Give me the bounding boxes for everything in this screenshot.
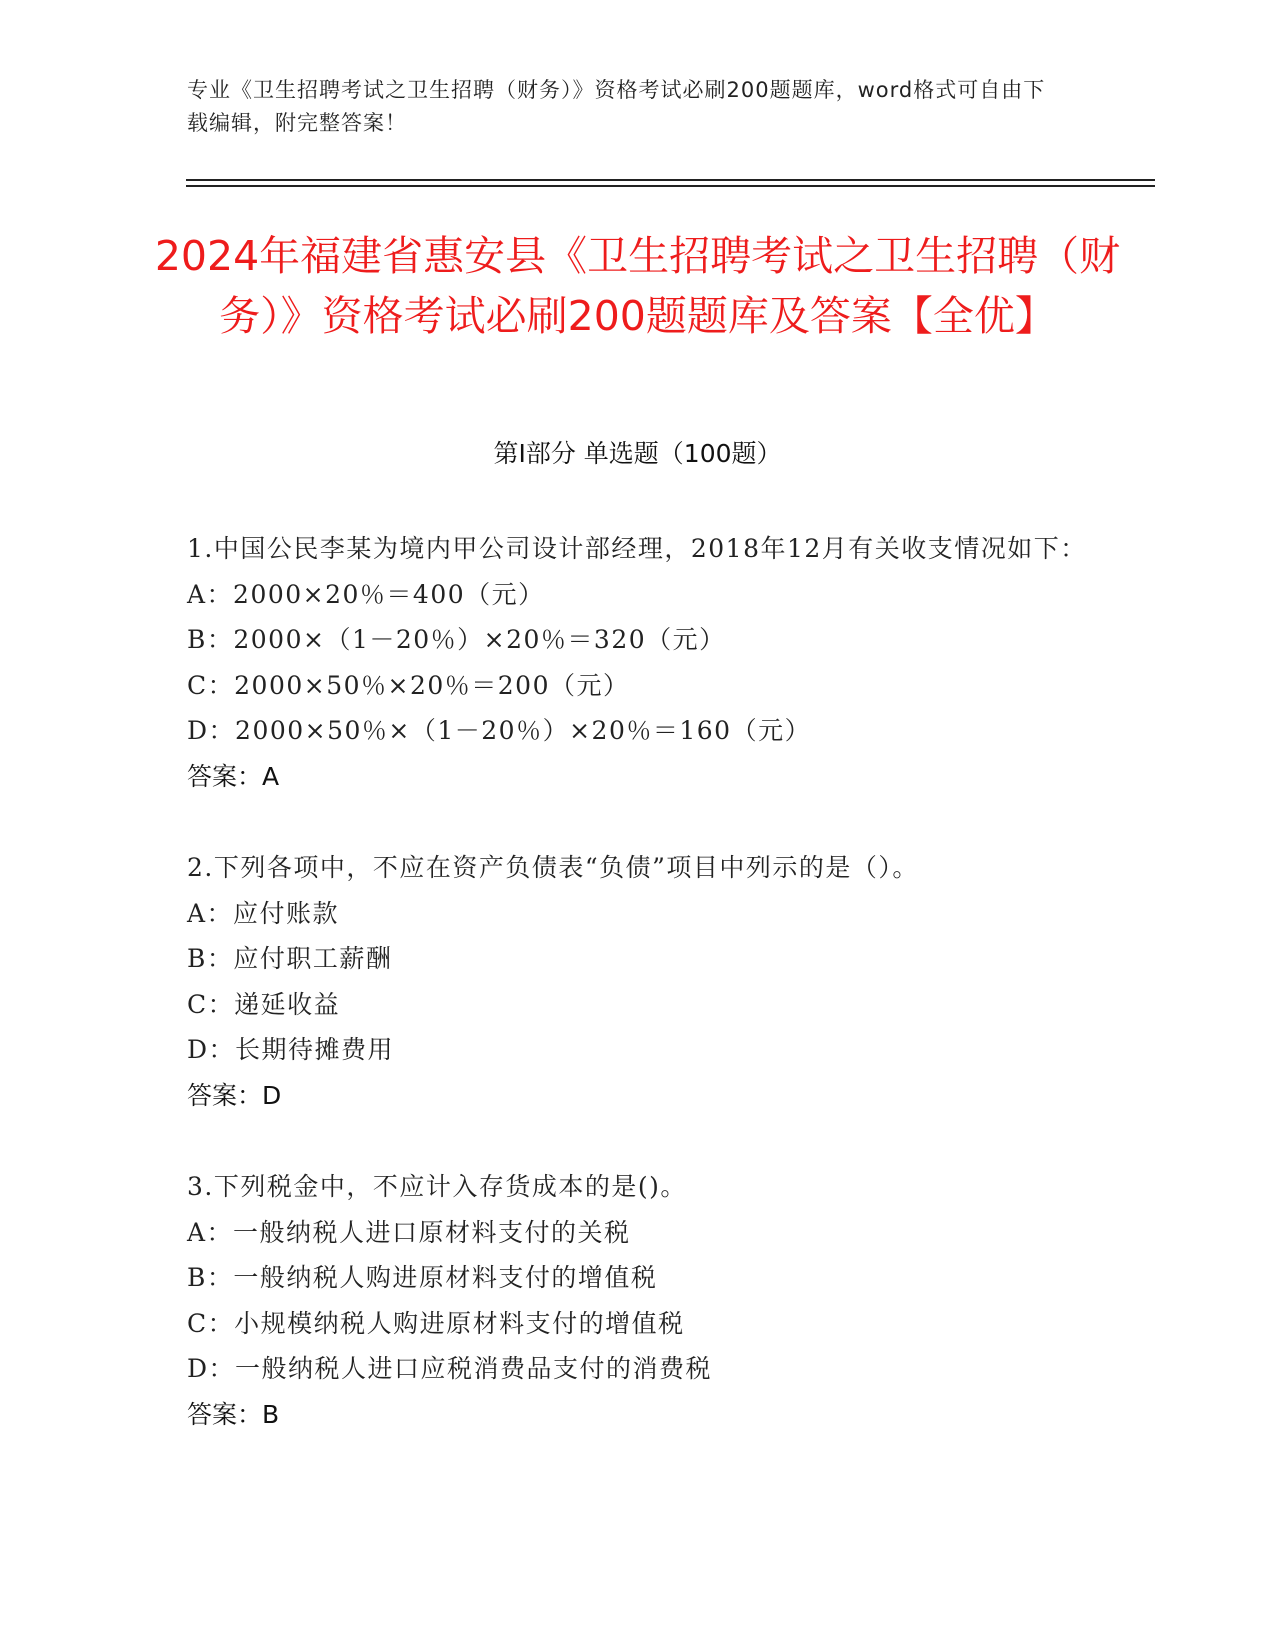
question-text: 3.下列税金中，不应计入存货成本的是()。 [187, 1172, 687, 1201]
option-b: B：一般纳税人购进原材料支付的增值税 [187, 1263, 658, 1292]
option-a: A：一般纳税人进口原材料支付的关税 [187, 1217, 631, 1247]
option-b: B：应付职工薪酬 [187, 944, 393, 973]
question-3 [187, 1164, 1087, 1437]
header-note: 专业《卫生招聘考试之卫生招聘（财务）》资格考试必刷200题题库，word格式可自由下载编辑，附完整答案！ [187, 78, 1046, 135]
answer: 答案：D [187, 1080, 282, 1110]
option-b: B：2000×（1－20％）×20％＝320（元） [187, 625, 726, 654]
answer: 答案：A [187, 761, 280, 791]
option-a: A：应付账款 [187, 898, 340, 928]
header-divider-top [186, 179, 1155, 181]
option-c: C：递延收益 [187, 989, 341, 1019]
question-text: 1.中国公民李某为境内甲公司设计部经理，2018年12月有关收支情况如下： [187, 534, 1087, 563]
header-divider-bottom [186, 185, 1155, 187]
question-text: 2.下列各项中，不应在资产负债表“负债”项目中列示的是（）。 [187, 853, 919, 882]
question-1 [187, 526, 1087, 799]
answer: 答案：B [187, 1399, 280, 1429]
option-d: D：长期待摊费用 [187, 1035, 395, 1064]
option-c: C：小规模纳税人购进原材料支付的增值税 [187, 1308, 685, 1338]
question-2 [187, 845, 1087, 1118]
option-d: D：2000×50％×（1－20％）×20％＝160（元） [187, 716, 812, 745]
question-list [187, 526, 1087, 1483]
option-c: C：2000×50％×20％＝200（元） [187, 670, 630, 700]
document-title: 2024年福建省惠安县《卫生招聘考试之卫生招聘（财务）》资格考试必刷200题题库及答案【全优】 [154, 232, 1121, 340]
section-title: 第Ⅰ部分 单选题（100题） [493, 439, 782, 468]
option-a: A：2000×20％＝400（元） [187, 579, 545, 609]
option-d: D：一般纳税人进口应税消费品支付的消费税 [187, 1354, 713, 1383]
